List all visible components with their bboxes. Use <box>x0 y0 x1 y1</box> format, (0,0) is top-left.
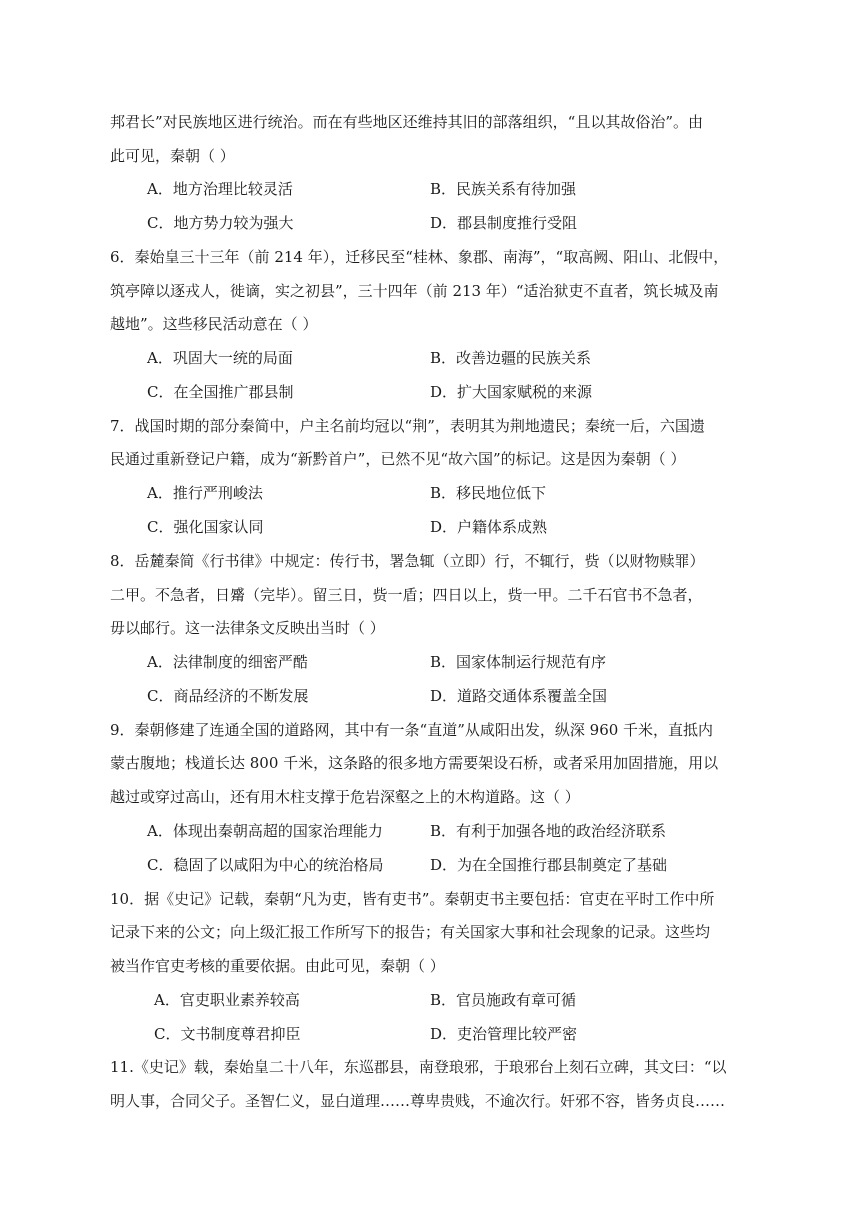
option-a: A．法律制度的细密严酷 <box>147 653 308 671</box>
option-b: B．改善边疆的民族关系 <box>430 349 592 367</box>
option-b: B．官员施政有章可循 <box>430 991 577 1009</box>
question-text-line: 8．岳麓秦简《行书律》中规定：传行书，署急辄（立即）行，不辄行，赀（以财物赎罪） <box>110 552 705 570</box>
question-text-line: 毋以邮行。这一法律条文反映出当时（ ） <box>110 619 385 637</box>
option-b: B．有利于加强各地的政治经济联系 <box>430 822 667 840</box>
option-d: D．郡县制度推行受阻 <box>430 214 578 232</box>
question-text-line: 7．战国时期的部分秦简中，户主名前均冠以“荆”，表明其为荆地遗民；秦统一后，六国遗 <box>110 417 705 435</box>
question-text-line: 明人事，合同父子。圣智仁义，显白道理……尊卑贵贱，不逾次行。奸邪不容，皆务贞良…… <box>110 1092 726 1110</box>
option-b: B．民族关系有待加强 <box>430 180 577 198</box>
question-text-line: 记录下来的公文；向上级汇报工作所写下的报告；有关国家大事和社会现象的记录。这些均 <box>110 923 711 941</box>
question-text-line: 此可见，秦朝（ ） <box>110 147 235 165</box>
option-d: D．道路交通体系覆盖全国 <box>430 687 608 705</box>
option-a: A．巩固大一统的局面 <box>147 349 293 367</box>
question-text-line: 6．秦始皇三十三年（前 214 年），迁移民至“桂林、象郡、南海”，“取高阙、阳山、北假中， <box>110 248 729 266</box>
question-text-line: 筑亭障以逐戎人，徙谪，实之初县”，三十四年（前 213 年）“适治狱吏不直者，筑长城及南 <box>110 282 719 300</box>
option-c: C．稳固了以咸阳为中心的统治格局 <box>147 856 384 874</box>
option-b: B．移民地位低下 <box>430 484 547 502</box>
option-d: D．为在全国推行郡县制奠定了基础 <box>430 856 668 874</box>
option-c: C．强化国家认同 <box>147 518 264 536</box>
question-text-line: 邦君长”对民族地区进行统治。而在有些地区还维持其旧的部落组织，“且以其故俗治”。由 <box>110 113 704 131</box>
option-a: A．官吏职业素养较高 <box>154 991 300 1009</box>
option-c: C．商品经济的不断发展 <box>147 687 309 705</box>
option-d: D．扩大国家赋税的来源 <box>430 383 593 401</box>
option-c: C．文书制度尊君抑臣 <box>154 1025 301 1043</box>
question-text-line: 越过或穿过高山，还有用木柱支撑于危岩深壑之上的木构道路。这（ ） <box>110 788 580 806</box>
option-c: C．在全国推广郡县制 <box>147 383 294 401</box>
option-a: A．体现出秦朝高超的国家治理能力 <box>147 822 383 840</box>
question-text-line: 二甲。不急者，日觱（完毕）。留三日，赀一盾；四日以上，赀一甲。二千石官书不急者， <box>110 586 703 604</box>
option-a: A．推行严刑峻法 <box>147 484 263 502</box>
question-text-line: 蒙古腹地；栈道长达 800 千米，这条路的很多地方需要架设石桥，或者采用加固措施，用以 <box>110 754 719 772</box>
option-c: C．地方势力较为强大 <box>147 214 294 232</box>
question-text-line: 9．秦朝修建了连通全国的道路网，其中有一条“直道”从咸阳出发，纵深 960 千米，直抵内 <box>110 721 714 739</box>
question-text-line: 10．据《史记》记载，秦朝“凡为吏，皆有吏书”。秦朝吏书主要包括：官吏在平时工作中所 <box>110 890 715 908</box>
option-a: A．地方治理比较灵活 <box>147 180 293 198</box>
option-b: B．国家体制运行规范有序 <box>430 653 607 671</box>
option-d: D．户籍体系成熟 <box>430 518 548 536</box>
question-text-line: 民通过重新登记户籍，成为“新黔首户”，已然不见“故六国”的标记。这是因为秦朝（ ） <box>110 450 686 468</box>
question-text-line: 越地”。这些移民活动意在（ ） <box>110 315 318 333</box>
question-text-line: 11.《史记》载，秦始皇二十八年，东巡郡县，南登琅邪，于琅邪台上刻石立碑，其文曰：“以 <box>110 1058 727 1076</box>
option-d: D．吏治管理比较严密 <box>430 1025 578 1043</box>
question-text-line: 被当作官吏考核的重要依据。由此可见，秦朝（ ） <box>110 957 445 975</box>
